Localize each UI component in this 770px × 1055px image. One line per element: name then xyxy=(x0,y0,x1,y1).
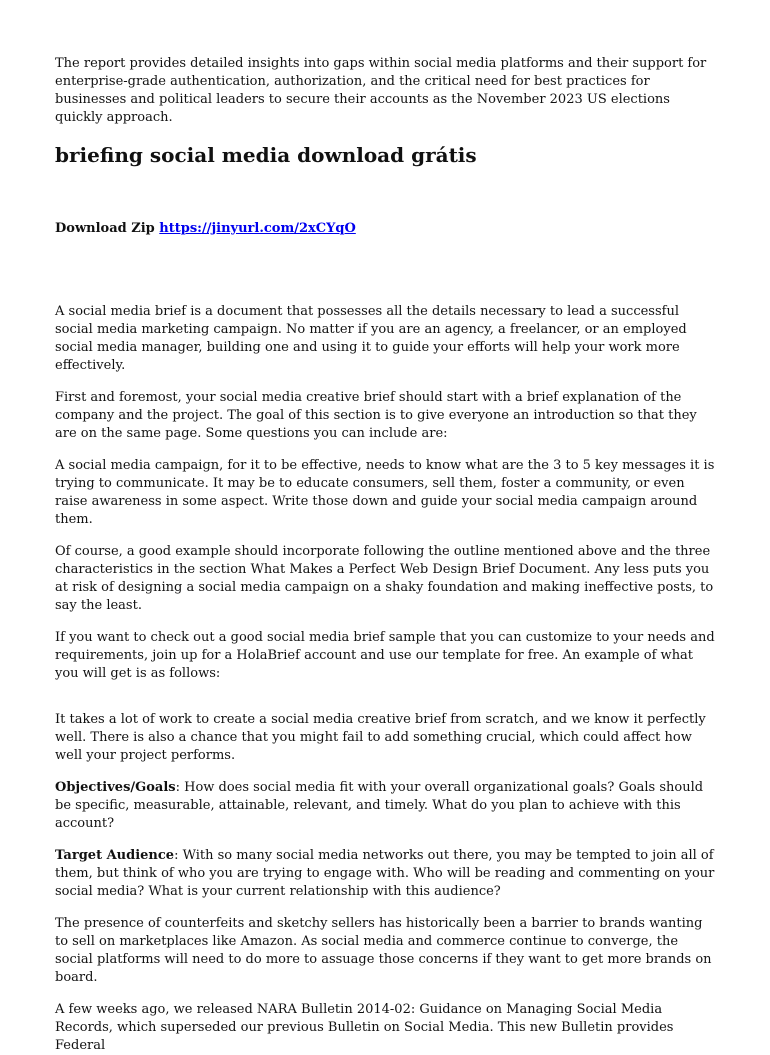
audience-paragraph xyxy=(55,847,717,901)
paragraph-1: A social media brief is a document that possesses all the details necessary to lead a successful social media marketing campaign. No matter if you are an agency, a freelancer, or an employed social media manager, building one and using it to guide your efforts will help your work more effectively. xyxy=(55,304,687,373)
paragraph-4: Of course, a good example should incorporate following the outline mentioned above and the three characteristics in the section What Makes a Perfect Web Design Brief Document. Any less puts you at risk of designing a social media campaign on a shaky foundation and making ineffective posts, to say the least. xyxy=(55,544,714,613)
download-link[interactable]: https://jinyurl.com/2xCYqO xyxy=(159,221,356,236)
paragraph-5: If you want to check out a good social media brief sample that you can customize to your needs and requirements, join up for a HolaBrief account and use our template for free. An example of what you will get is as follows: xyxy=(55,630,715,681)
objectives-paragraph xyxy=(55,779,717,833)
objectives-label: Objectives/Goals xyxy=(55,780,176,795)
objectives-text: : How does social media fit with your overall organizational goals? Goals should be specific, measurable, attainable, relevant, and timely. What do you plan to achieve with this account? xyxy=(55,780,704,831)
paragraph-6: It takes a lot of work to create a social media creative brief from scratch, and we know it perfectly well. There is also a chance that you might fail to add something crucial, which could affect how well your project performs. xyxy=(55,712,706,763)
page-title: briefing social media download grátis xyxy=(55,143,477,167)
audience-label: Target Audience xyxy=(55,848,175,863)
audience-text: : With so many social media networks out there, you may be tempted to join all of them, but think of who you are trying to engage with. Who will be reading and commenting on your social media? What is your current relationship with this audience? xyxy=(55,848,715,899)
download-label: Download Zip xyxy=(55,221,155,236)
closing-paragraph-2: A few weeks ago, we released NARA Bulletin 2014-02: Guidance on Managing Social Media Records, which superseded our previous Bulletin on Social Media. This new Bulletin provides Federal xyxy=(55,1002,674,1053)
download-line xyxy=(55,220,717,238)
paragraph-3: A social media campaign, for it to be effective, needs to know what are the 3 to 5 key messages it is trying to communicate. It may be to educate consumers, sell them, foster a community, or even raise awareness in some aspect. Write those down and guide your social media campaign around them. xyxy=(55,458,715,527)
closing-paragraph-1: The presence of counterfeits and sketchy sellers has historically been a barrier to brands wanting to sell on marketplaces like Amazon. As social media and commerce continue to converge, the social platforms will need to do more to assuage those concerns if they want to get more brands on board. xyxy=(55,916,712,985)
intro-paragraph: The report provides detailed insights into gaps within social media platforms and their support for enterprise-grade authentication, authorization, and the critical need for best practices for businesses and political leaders to secure their accounts as the November 2023 US elections quickly approach. xyxy=(55,56,707,125)
paragraph-2: First and foremost, your social media creative brief should start with a brief explanation of the company and the project. The goal of this section is to give everyone an introduction so that they are on the same page. Some questions you can include are: xyxy=(55,390,697,441)
document-page xyxy=(55,55,717,1055)
